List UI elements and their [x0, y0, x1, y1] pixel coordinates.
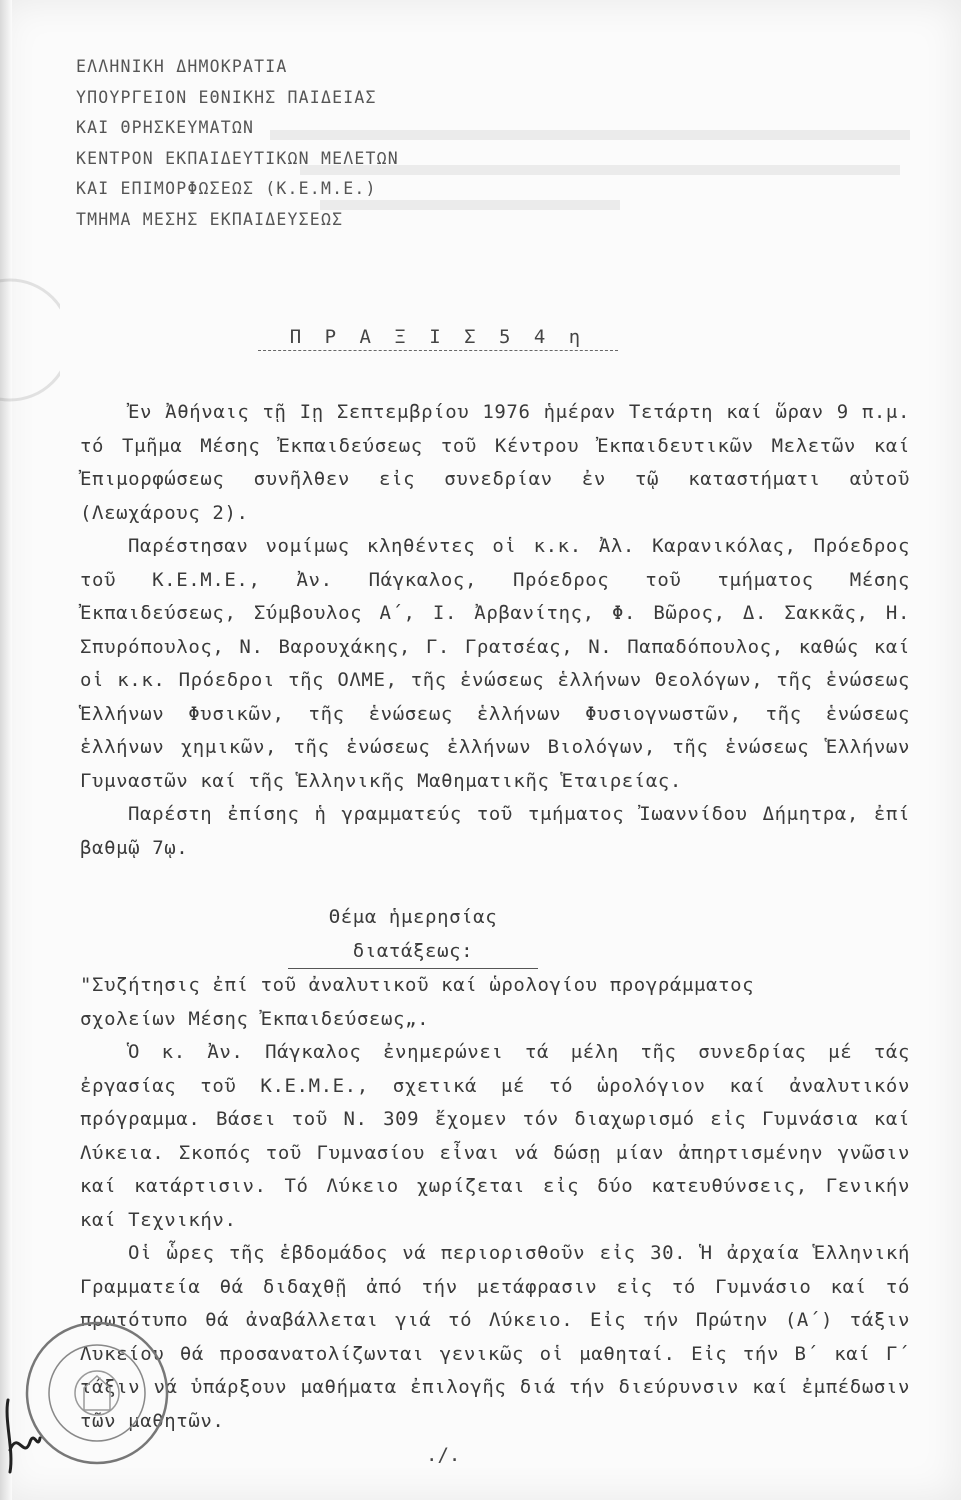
paragraph: Ὁ κ. Ἀν. Πάγκαλος ἐνημερώνει τά μέλη τῆς συνεδρίας μέ τάς ἐργασίας τοῦ Κ.Ε.Μ.Ε., σχετικά μέ τό ὡρολόγιον καί ἀναλυτικόν πρόγραμμα. Βάσει τοῦ Ν. 309 ἔχομεν τόν διαχωρισμό εἰς Γυμνάσια καί Λύκεια. Σκοπός τοῦ Γυμνασίου εἶναι νά δώσῃ μίαν ἀπηρτισμένην γνῶσιν καί κατάρτισιν. Τό Λύκειο χωρίζεται εἰς δύο κατευθύνσεις, Γενικήν καί Τεχνικήν.	[80, 1041, 910, 1231]
document-title: Π Ρ Α Ξ Ι Σ 5 4 η	[258, 326, 618, 351]
letterhead-line: ΥΠΟΥΡΓΕΙΟΝ ΕΘΝΙΚΗΣ ΠΑΙΔΕΙΑΣ	[76, 87, 377, 107]
document-body	[80, 396, 910, 1438]
letterhead-line: ΚΑΙ ΕΠΙΜΟΡΦΩΣΕΩΣ (Κ.Ε.Μ.Ε.)	[76, 179, 377, 198]
continuation-mark: ./.	[426, 1444, 461, 1466]
letterhead-line: ΕΛΛΗΝΙΚΗ ΔΗΜΟΚΡΑΤΙΑ	[76, 57, 288, 76]
letterhead-line: ΚΕΝΤΡΟΝ ΕΚΠΑΙΔΕΥΤΙΚΩΝ ΜΕΛΕΤΩΝ	[76, 148, 399, 168]
agenda-subject-line: σχολείων Μέσης Ἐκπαιδεύσεως„.	[80, 1007, 430, 1030]
paragraph: Ἐν Ἀθήναις τῇ Ιῃ Σεπτεμβρίου 1976 ἡμέραν Τετάρτη καί ὥραν 9 π.μ. τό Τμῆμα Μέσης Ἐκπαιδεύσεως τοῦ Κέντρου Ἐκπαιδευτικῶν Μελετῶν καί Ἐπιμορφώσεως συνῆλθεν εἰς συνεδρίαν ἐν τῷ καταστήματι αὐτοῦ (Λεωχάρους 2).	[80, 401, 910, 524]
handwritten-signature-icon	[0, 1390, 44, 1480]
paragraph: Παρέστη ἐπίσης ἡ γραμματεύς τοῦ τμήματος Ἰωαννίδου Δήμητρα, ἐπί βαθμῷ 7ῳ.	[80, 803, 910, 859]
page-edge-shadow	[0, 0, 12, 1500]
paragraph: Οἱ ὧρες τῆς ἑβδομάδος νά περιορισθοῦν εἰς 30. Ἡ ἀρχαία Ἑλληνική Γραμματεία θά διδαχθῇ ἀπό τήν μετάφρασιν εἰς τό Γυμνάσιο καί τό πρωτότυπο θά ἀναβάλλεται γιά τό Λύκειο. Εἰς τήν Πρώτην (Α΄) τάξιν Λυκείου θά προσανατολίζωνται γενικῶς οἱ μαθηταί. Εἰς τήν Β΄ καί Γ΄ τάξιν νά ὑπάρξουν μαθήματα ἐπιλογῆς διά τήν διεύρυνσιν καί ἐμπέδωσιν τῶν μαθητῶν.	[80, 1242, 910, 1432]
letterhead-line: ΤΜΗΜΑ ΜΕΣΗΣ ΕΚΠΑΙΔΕΥΣΕΩΣ	[76, 209, 344, 229]
paragraph: Παρέστησαν νομίμως κληθέντες οἱ κ.κ. Ἀλ. Καρανικόλας, Πρόεδρος τοῦ Κ.Ε.Μ.Ε., Ἀν. Πάγκαλος, Πρόεδρος τοῦ τμήματος Μέσης Ἐκπαιδεύσεως, Σύμβουλος Α΄, Ι. Ἀρβανίτης, Φ. Βῶρος, Δ. Σακκᾶς, Η. Σπυρόπουλος, Ν. Βαρουχάκης, Γ. Γρατσέας, Ν. Παπαδόπουλος, καθώς καί οἱ κ.κ. Πρόεδροι τῆς ΟΛΜΕ, τῆς ἑνώσεως ἑλλήνων Θεολόγων, τῆς ἑνώσεως Ἑλλήνων Φυσικῶν, τῆς ἑνώσεως ἑλλήνων Φυσιογνωστῶν, τῆς ἑνώσεως ἑλλήνων χημικῶν, τῆς ἑνώσεως ἑλλήνων Βιολόγων, τῆς ἑνώσεως Ἑλλήνων Γυμναστῶν καί τῆς Ἑλληνικῆς Μαθηματικῆς Ἑταιρείας.	[80, 535, 910, 792]
circular-seal-icon	[22, 1318, 172, 1468]
agenda-subject-line: "Συζήτησις ἐπί τοῦ ἀναλυτικοῦ καί ὡρολογίου προγράμματος	[80, 974, 755, 996]
letterhead	[76, 52, 399, 235]
bleed-through-seal	[0, 270, 60, 410]
letterhead-line: ΚΑΙ ΘΡΗΣΚΕΥΜΑΤΩΝ	[76, 118, 255, 137]
agenda-heading: Θέμα ἡμερησίας διατάξεως:	[288, 901, 538, 969]
